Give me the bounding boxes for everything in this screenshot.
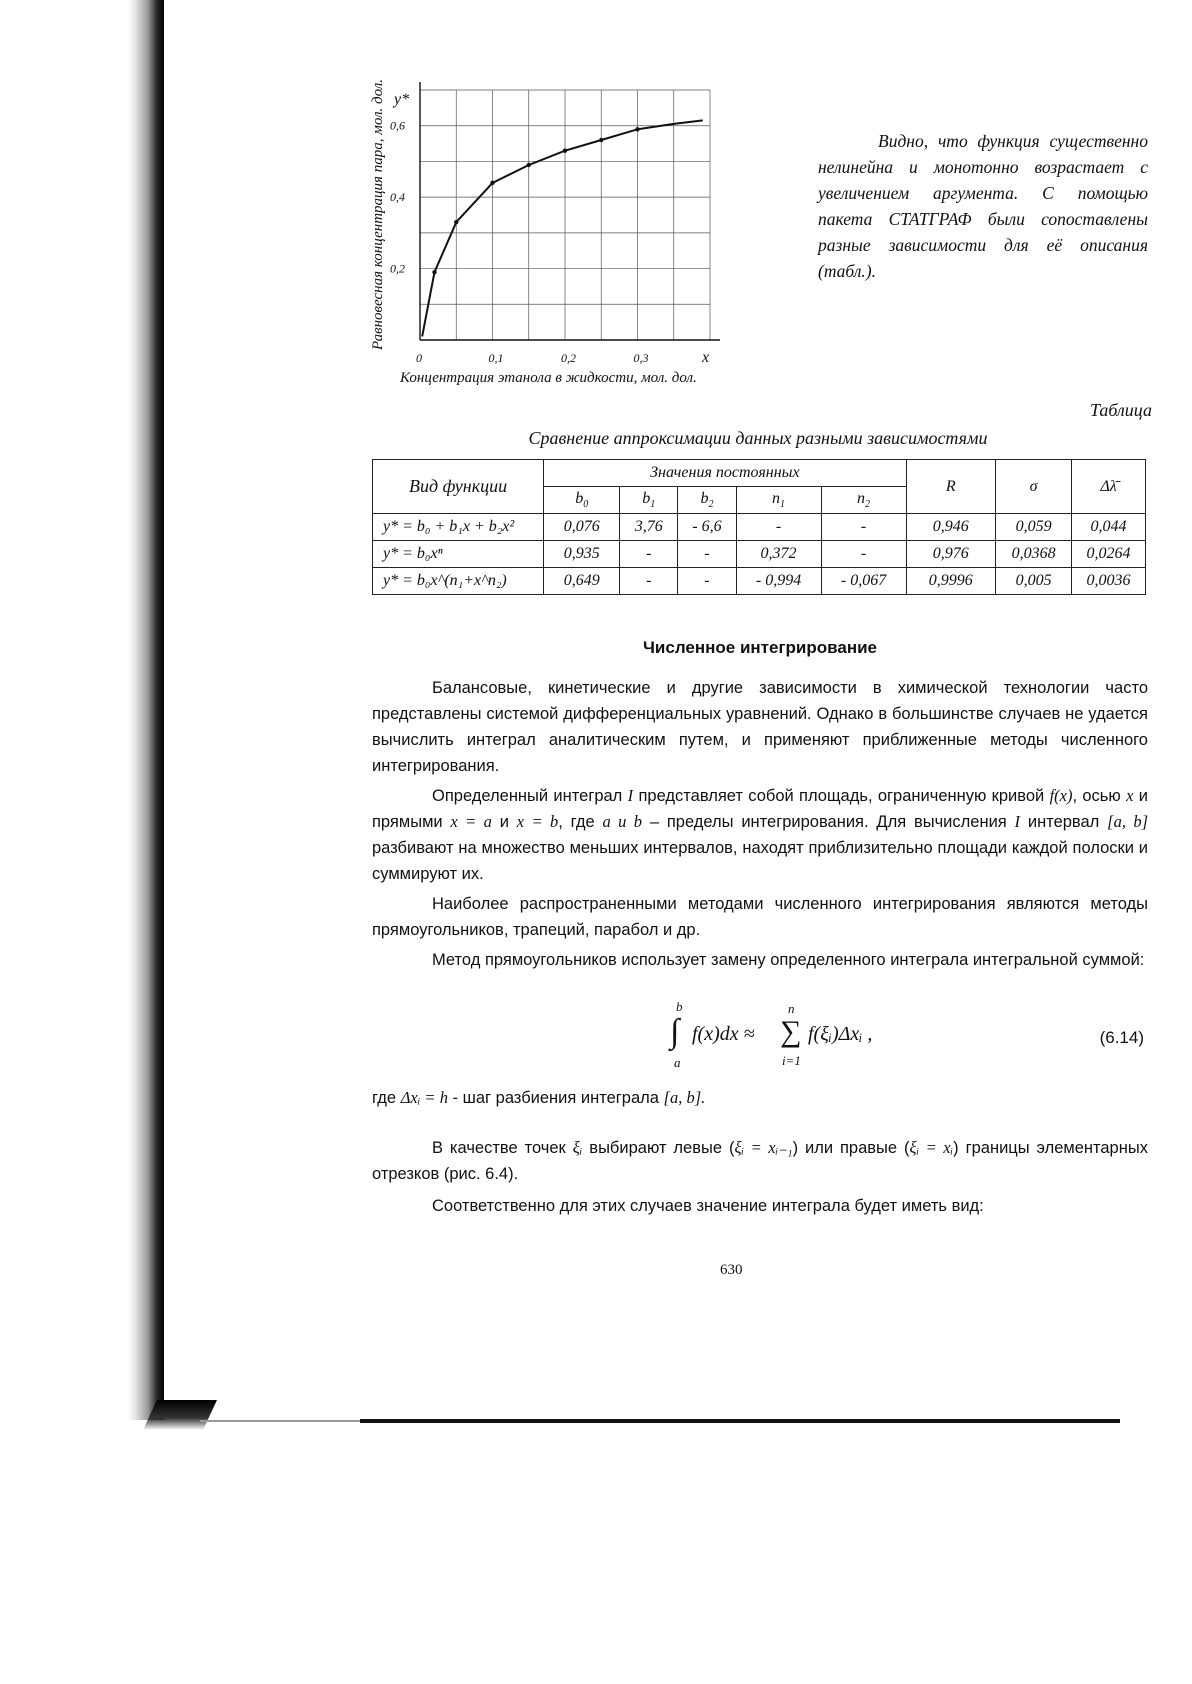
cell-delta-lambda: 0,0264 <box>1072 541 1146 568</box>
table-row <box>373 514 1146 541</box>
table-row <box>373 568 1146 595</box>
data-point <box>599 138 603 142</box>
comparison-table <box>372 459 1146 595</box>
cell-n2: - 0,067 <box>821 568 906 595</box>
cell-b1: - <box>620 541 678 568</box>
data-point <box>454 220 458 224</box>
cell-b0: 0,649 <box>544 568 620 595</box>
cell-delta-lambda: 0,044 <box>1072 514 1146 541</box>
paragraph-2: Определенный интеграл I представляет собой площадь, ограниченную кривой f(x), осью x и прямыми x = a и x = b, где a и b – пределы интегрирования. Для вычисления I интервал [a, b] разбивают на множество меньших интервалов, находят приблизительно площади каждой полоски и суммируют их. <box>372 786 1148 883</box>
integrand: f(x)dx ≈ <box>692 1023 755 1045</box>
cell-n2: - <box>821 541 906 568</box>
cell-sigma: 0,005 <box>996 568 1072 595</box>
sum-upper-limit: n <box>788 1001 795 1016</box>
page-edge-line <box>360 1419 1120 1423</box>
integral-upper-limit: b <box>676 999 683 1014</box>
header-sigma: σ <box>996 460 1072 514</box>
table-caption: Сравнение аппроксимации данных разными зависимостями <box>528 428 988 448</box>
body-text <box>372 675 1148 977</box>
paragraph-4: Метод прямоугольников использует замену определенного интеграла интегральной суммой: <box>432 951 1145 969</box>
cell-n1: 0,372 <box>736 541 821 568</box>
book-gutter-foot <box>143 1400 217 1430</box>
integral-sign: ∫ <box>670 1013 680 1050</box>
y-tick-label: 0,4 <box>390 190 405 205</box>
cell-n1: - 0,994 <box>736 568 821 595</box>
series-markers <box>432 127 639 274</box>
header-b1: $b_1$ <box>620 487 678 514</box>
cell-b1: 3,76 <box>620 514 678 541</box>
header-function-type: Вид функции <box>373 460 544 514</box>
header-constants: Значения постоянных <box>544 460 906 487</box>
cell-sigma: 0,059 <box>996 514 1072 541</box>
cell-b2: - <box>678 541 736 568</box>
y-tick-label: 0,6 <box>390 118 405 133</box>
header-delta-lambda: Δλ̄ <box>1072 460 1146 514</box>
data-point <box>490 181 494 185</box>
y-tick-label: 0,2 <box>390 261 405 276</box>
equilibrium-chart <box>370 60 800 420</box>
chart-description: Видно, что функция существенно нелинейна и монотонно возрастает с увеличением аргумента. С помощью пакета СТАТГРАФ были сопоставлены разные зависимости для её описания (табл.). <box>818 131 1148 281</box>
cell-function: y* = b₀xⁿ <box>373 541 544 568</box>
header-n1: $n_1$ <box>736 487 821 514</box>
cell-b1: - <box>620 568 678 595</box>
sum-lower-limit: i=1 <box>782 1053 801 1068</box>
section-title: Численное интегрирование <box>642 638 877 657</box>
page-number: 630 <box>720 1262 743 1278</box>
cell-n2: - <box>821 514 906 541</box>
cell-sigma: 0,0368 <box>996 541 1072 568</box>
data-point <box>635 127 639 131</box>
after-formula-line: где Δxᵢ = h - шаг разбиения интеграла [a, b]. <box>372 1088 706 1107</box>
data-point <box>432 270 436 274</box>
data-point <box>527 163 531 167</box>
equation-number: (6.14) <box>1099 1028 1144 1047</box>
paragraph-6: Соответственно для этих случаев значение интеграла будет иметь вид: <box>432 1197 984 1215</box>
paragraph-3: Наиболее распространенными методами численного интегрирования являются методы прямоугольников, трапеций, парабол и др. <box>372 895 1148 939</box>
cell-b0: 0,076 <box>544 514 620 541</box>
cell-n1: - <box>736 514 821 541</box>
cell-b2: - <box>678 568 736 595</box>
cell-function: y* = b₀ + b₁x + b₂x² <box>373 514 544 541</box>
x-tick-label: 0,1 <box>488 351 504 365</box>
x-axis-label: Концентрация этанола в жидкости, мол. дол. <box>400 370 697 386</box>
table-header-row <box>373 460 1146 487</box>
table-row <box>373 541 1146 568</box>
integral-lower-limit: a <box>674 1055 681 1070</box>
sum-sign: ∑ <box>780 1015 802 1048</box>
formula-6-14 <box>670 999 930 1075</box>
cell-function: y* = b₀x^(n₁+x^n₂) <box>373 568 544 595</box>
header-b0: $b_0$ <box>544 487 620 514</box>
y-axis-letter: y* <box>394 91 410 108</box>
chart-axes <box>420 82 720 340</box>
header-R: R <box>906 460 995 514</box>
x-tick-label: 0,3 <box>633 351 649 365</box>
x-tick-label: 0 <box>416 351 422 365</box>
x-tick-label: 0,2 <box>561 351 576 365</box>
closing-text <box>372 1135 1148 1225</box>
cell-delta-lambda: 0,0036 <box>1072 568 1146 595</box>
paragraph-5: В качестве точек ξᵢ выбирают левые (ξᵢ = xᵢ₋₁) или правые (ξᵢ = xᵢ) границы элементарных отрезков (рис. 6.4). <box>372 1138 1148 1183</box>
table-label: Таблица <box>1089 400 1152 420</box>
x-axis-letter: x <box>702 349 710 366</box>
cell-R: 0,9996 <box>906 568 995 595</box>
cell-R: 0,976 <box>906 541 995 568</box>
book-gutter-shadow <box>128 0 164 1420</box>
y-axis-label: Равновесная концентрация пара, мол. дол. <box>370 79 386 350</box>
cell-b2: - 6,6 <box>678 514 736 541</box>
paragraph-1: Балансовые, кинетические и другие зависимости в химической технологии часто представлены системой дифференциальных уравнений. Однако в большинстве случаев не удается вычислить интеграл аналитическим путем, и применяют приближенные методы численного интегрирования. <box>372 679 1148 775</box>
tick-labels <box>390 119 649 365</box>
header-n2: $n_2$ <box>821 487 906 514</box>
cell-b0: 0,935 <box>544 541 620 568</box>
cell-R: 0,946 <box>906 514 995 541</box>
data-point <box>563 149 567 153</box>
page-edge-faint <box>200 1420 360 1422</box>
header-b2: $b_2$ <box>678 487 736 514</box>
sum-body: f(ξᵢ)Δxᵢ , <box>808 1023 873 1045</box>
